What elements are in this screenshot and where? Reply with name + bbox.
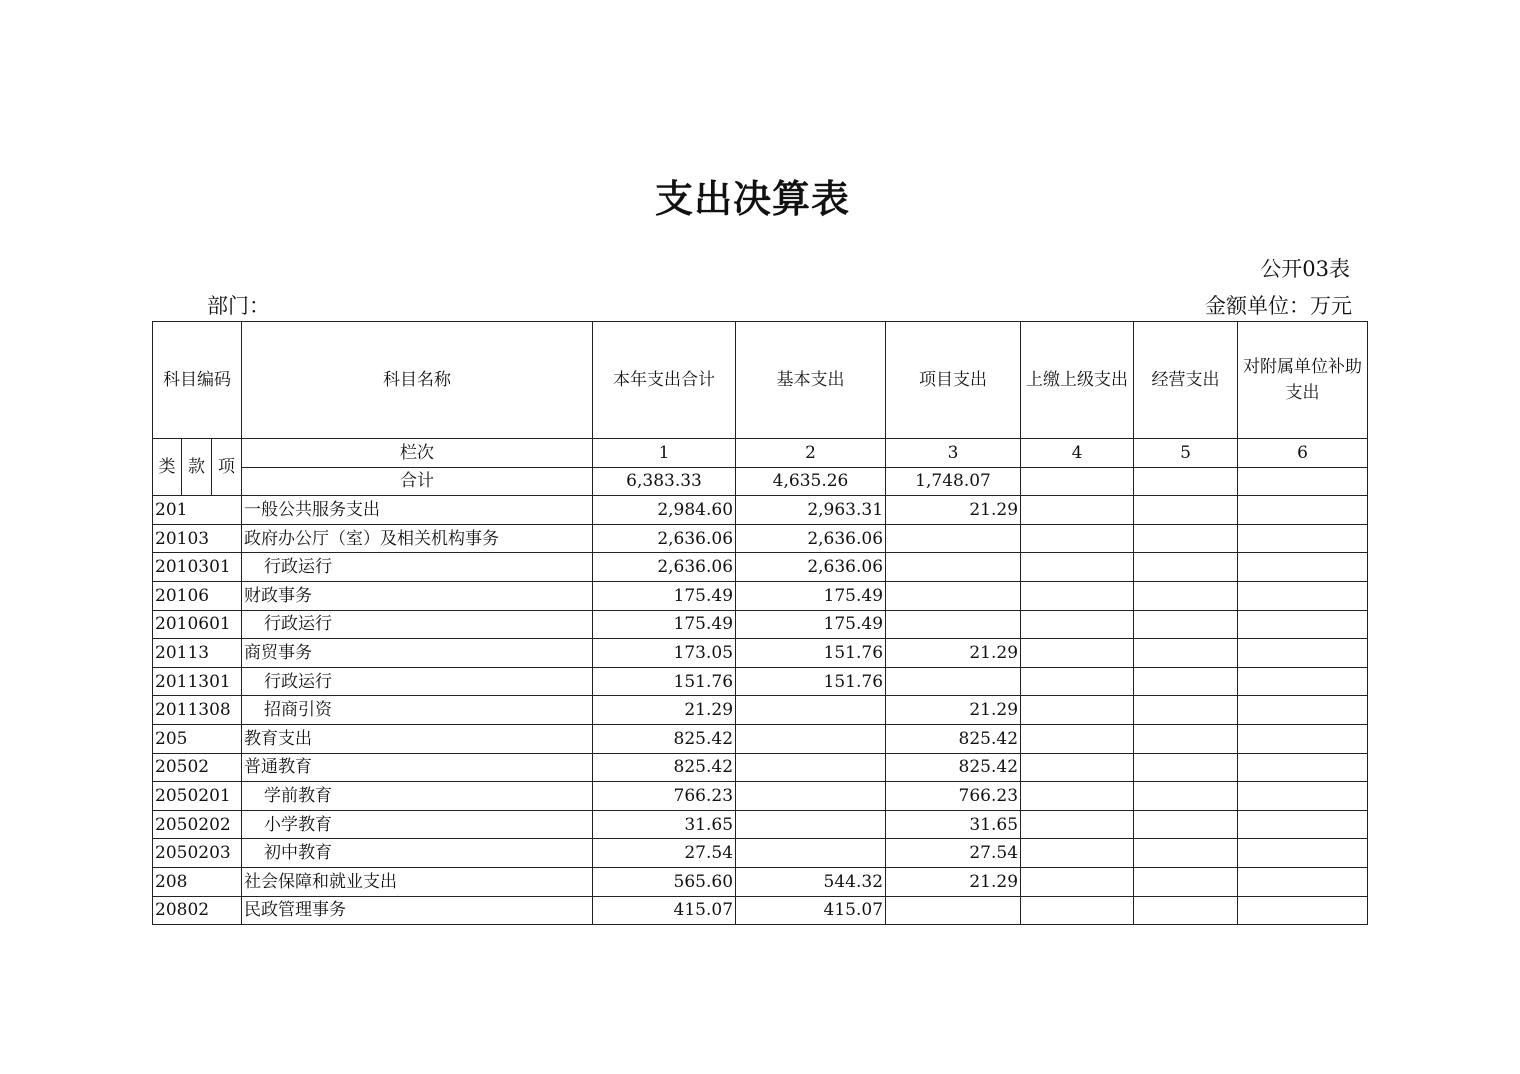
row-project: 766.23 [886, 782, 1021, 811]
row-total: 175.49 [593, 610, 736, 639]
row-basic: 2,636.06 [736, 553, 886, 582]
row-total: 151.76 [593, 667, 736, 696]
table-row [153, 782, 1368, 811]
table-row [153, 696, 1368, 725]
row-basic [736, 724, 886, 753]
row-name: 财政事务 [242, 581, 593, 610]
row-basic: 2,636.06 [736, 524, 886, 553]
row-business [1134, 724, 1238, 753]
row-upper [1021, 553, 1134, 582]
row-upper [1021, 724, 1134, 753]
row-name: 行政运行 [242, 610, 593, 639]
row-subsidy [1238, 782, 1368, 811]
header-code: 科目编码 [153, 322, 242, 439]
row-code: 2050201 [153, 782, 242, 811]
row-total: 565.60 [593, 867, 736, 896]
row-code: 2011308 [153, 696, 242, 725]
row-name: 招商引资 [242, 696, 593, 725]
row-subsidy [1238, 896, 1368, 925]
total-upper [1021, 467, 1134, 496]
table-row [153, 553, 1368, 582]
header-business: 经营支出 [1134, 322, 1238, 439]
row-upper [1021, 610, 1134, 639]
row-name: 社会保障和就业支出 [242, 867, 593, 896]
expenditure-table [152, 321, 1368, 925]
row-code: 2011301 [153, 667, 242, 696]
column-number: 3 [886, 439, 1021, 468]
row-code: 208 [153, 867, 242, 896]
row-business [1134, 581, 1238, 610]
table-row [153, 639, 1368, 668]
row-business [1134, 782, 1238, 811]
row-code: 201 [153, 496, 242, 525]
row-business [1134, 553, 1238, 582]
row-basic [736, 810, 886, 839]
row-basic [736, 782, 886, 811]
table-row [153, 610, 1368, 639]
row-project [886, 667, 1021, 696]
row-project [886, 896, 1021, 925]
department-label: 部门： [207, 294, 270, 318]
row-basic: 544.32 [736, 867, 886, 896]
row-upper [1021, 782, 1134, 811]
row-subsidy [1238, 667, 1368, 696]
row-upper [1021, 839, 1134, 868]
row-name: 民政管理事务 [242, 896, 593, 925]
row-upper [1021, 810, 1134, 839]
row-code: 205 [153, 724, 242, 753]
row-project: 21.29 [886, 696, 1021, 725]
row-business [1134, 524, 1238, 553]
row-project [886, 610, 1021, 639]
row-project [886, 524, 1021, 553]
row-code: 2050203 [153, 839, 242, 868]
row-upper [1021, 867, 1134, 896]
row-business [1134, 839, 1238, 868]
row-basic: 175.49 [736, 581, 886, 610]
row-subsidy [1238, 753, 1368, 782]
row-total: 27.54 [593, 839, 736, 868]
header-xiang: 项 [212, 439, 242, 496]
header-name: 科目名称 [242, 322, 593, 439]
row-total: 175.49 [593, 581, 736, 610]
unit-label: 金额单位：万元 [1205, 294, 1352, 318]
row-upper [1021, 753, 1134, 782]
row-business [1134, 696, 1238, 725]
header-lei: 类 [153, 439, 182, 496]
row-subsidy [1238, 696, 1368, 725]
row-business [1134, 810, 1238, 839]
row-total: 2,636.06 [593, 553, 736, 582]
row-business [1134, 896, 1238, 925]
row-subsidy [1238, 724, 1368, 753]
row-project: 21.29 [886, 496, 1021, 525]
column-number: 6 [1238, 439, 1368, 468]
header-row [153, 322, 1368, 439]
row-upper [1021, 639, 1134, 668]
row-project: 825.42 [886, 753, 1021, 782]
table-row [153, 724, 1368, 753]
row-total: 825.42 [593, 724, 736, 753]
row-basic [736, 753, 886, 782]
row-basic: 415.07 [736, 896, 886, 925]
row-name: 初中教育 [242, 839, 593, 868]
row-total: 21.29 [593, 696, 736, 725]
total-total: 6,383.33 [593, 467, 736, 496]
row-total: 415.07 [593, 896, 736, 925]
row-total: 2,636.06 [593, 524, 736, 553]
header-project: 项目支出 [886, 322, 1021, 439]
row-subsidy [1238, 581, 1368, 610]
row-total: 31.65 [593, 810, 736, 839]
row-upper [1021, 696, 1134, 725]
row-subsidy [1238, 524, 1368, 553]
table-row [153, 524, 1368, 553]
row-project: 27.54 [886, 839, 1021, 868]
row-project: 825.42 [886, 724, 1021, 753]
row-subsidy [1238, 810, 1368, 839]
row-code: 20103 [153, 524, 242, 553]
row-basic: 151.76 [736, 639, 886, 668]
row-basic [736, 696, 886, 725]
row-name: 普通教育 [242, 753, 593, 782]
table-row [153, 867, 1368, 896]
row-name: 学前教育 [242, 782, 593, 811]
header-subsidy: 对附属单位补助支出 [1238, 322, 1368, 439]
row-upper [1021, 896, 1134, 925]
row-upper [1021, 496, 1134, 525]
table-code-label: 公开03表 [1260, 257, 1350, 281]
row-name: 一般公共服务支出 [242, 496, 593, 525]
row-subsidy [1238, 496, 1368, 525]
row-business [1134, 753, 1238, 782]
total-row [153, 467, 1368, 496]
row-basic: 175.49 [736, 610, 886, 639]
column-number-row [153, 439, 1368, 468]
row-subsidy [1238, 553, 1368, 582]
total-label: 合计 [242, 467, 593, 496]
row-business [1134, 639, 1238, 668]
row-code: 2050202 [153, 810, 242, 839]
row-name: 商贸事务 [242, 639, 593, 668]
row-code: 2010301 [153, 553, 242, 582]
total-subsidy [1238, 467, 1368, 496]
lanci-label: 栏次 [242, 439, 593, 468]
column-number: 2 [736, 439, 886, 468]
table-row [153, 753, 1368, 782]
column-number: 1 [593, 439, 736, 468]
row-upper [1021, 524, 1134, 553]
row-code: 2010601 [153, 610, 242, 639]
row-business [1134, 867, 1238, 896]
row-project [886, 581, 1021, 610]
total-business [1134, 467, 1238, 496]
row-basic: 151.76 [736, 667, 886, 696]
row-code: 20106 [153, 581, 242, 610]
row-project: 21.29 [886, 867, 1021, 896]
row-business [1134, 496, 1238, 525]
row-total: 2,984.60 [593, 496, 736, 525]
row-name: 行政运行 [242, 553, 593, 582]
row-basic [736, 839, 886, 868]
row-project: 21.29 [886, 639, 1021, 668]
header-total: 本年支出合计 [593, 322, 736, 439]
row-code: 20113 [153, 639, 242, 668]
row-project [886, 553, 1021, 582]
row-subsidy [1238, 610, 1368, 639]
row-project: 31.65 [886, 810, 1021, 839]
table-row [153, 810, 1368, 839]
row-name: 行政运行 [242, 667, 593, 696]
row-code: 20802 [153, 896, 242, 925]
column-number: 4 [1021, 439, 1134, 468]
row-code: 20502 [153, 753, 242, 782]
header-kuan: 款 [182, 439, 212, 496]
row-upper [1021, 581, 1134, 610]
column-number: 5 [1134, 439, 1238, 468]
row-business [1134, 667, 1238, 696]
row-name: 小学教育 [242, 810, 593, 839]
header-basic: 基本支出 [736, 322, 886, 439]
total-basic: 4,635.26 [736, 467, 886, 496]
row-upper [1021, 667, 1134, 696]
row-total: 766.23 [593, 782, 736, 811]
row-name: 政府办公厅（室）及相关机构事务 [242, 524, 593, 553]
row-name: 教育支出 [242, 724, 593, 753]
table-row [153, 496, 1368, 525]
header-upper: 上缴上级支出 [1021, 322, 1134, 439]
table-row [153, 896, 1368, 925]
row-total: 173.05 [593, 639, 736, 668]
table-row [153, 839, 1368, 868]
row-subsidy [1238, 867, 1368, 896]
row-business [1134, 610, 1238, 639]
total-project: 1,748.07 [886, 467, 1021, 496]
table-row [153, 667, 1368, 696]
page-title: 支出决算表 [654, 177, 850, 221]
table-row [153, 581, 1368, 610]
row-subsidy [1238, 839, 1368, 868]
row-total: 825.42 [593, 753, 736, 782]
row-basic: 2,963.31 [736, 496, 886, 525]
row-subsidy [1238, 639, 1368, 668]
